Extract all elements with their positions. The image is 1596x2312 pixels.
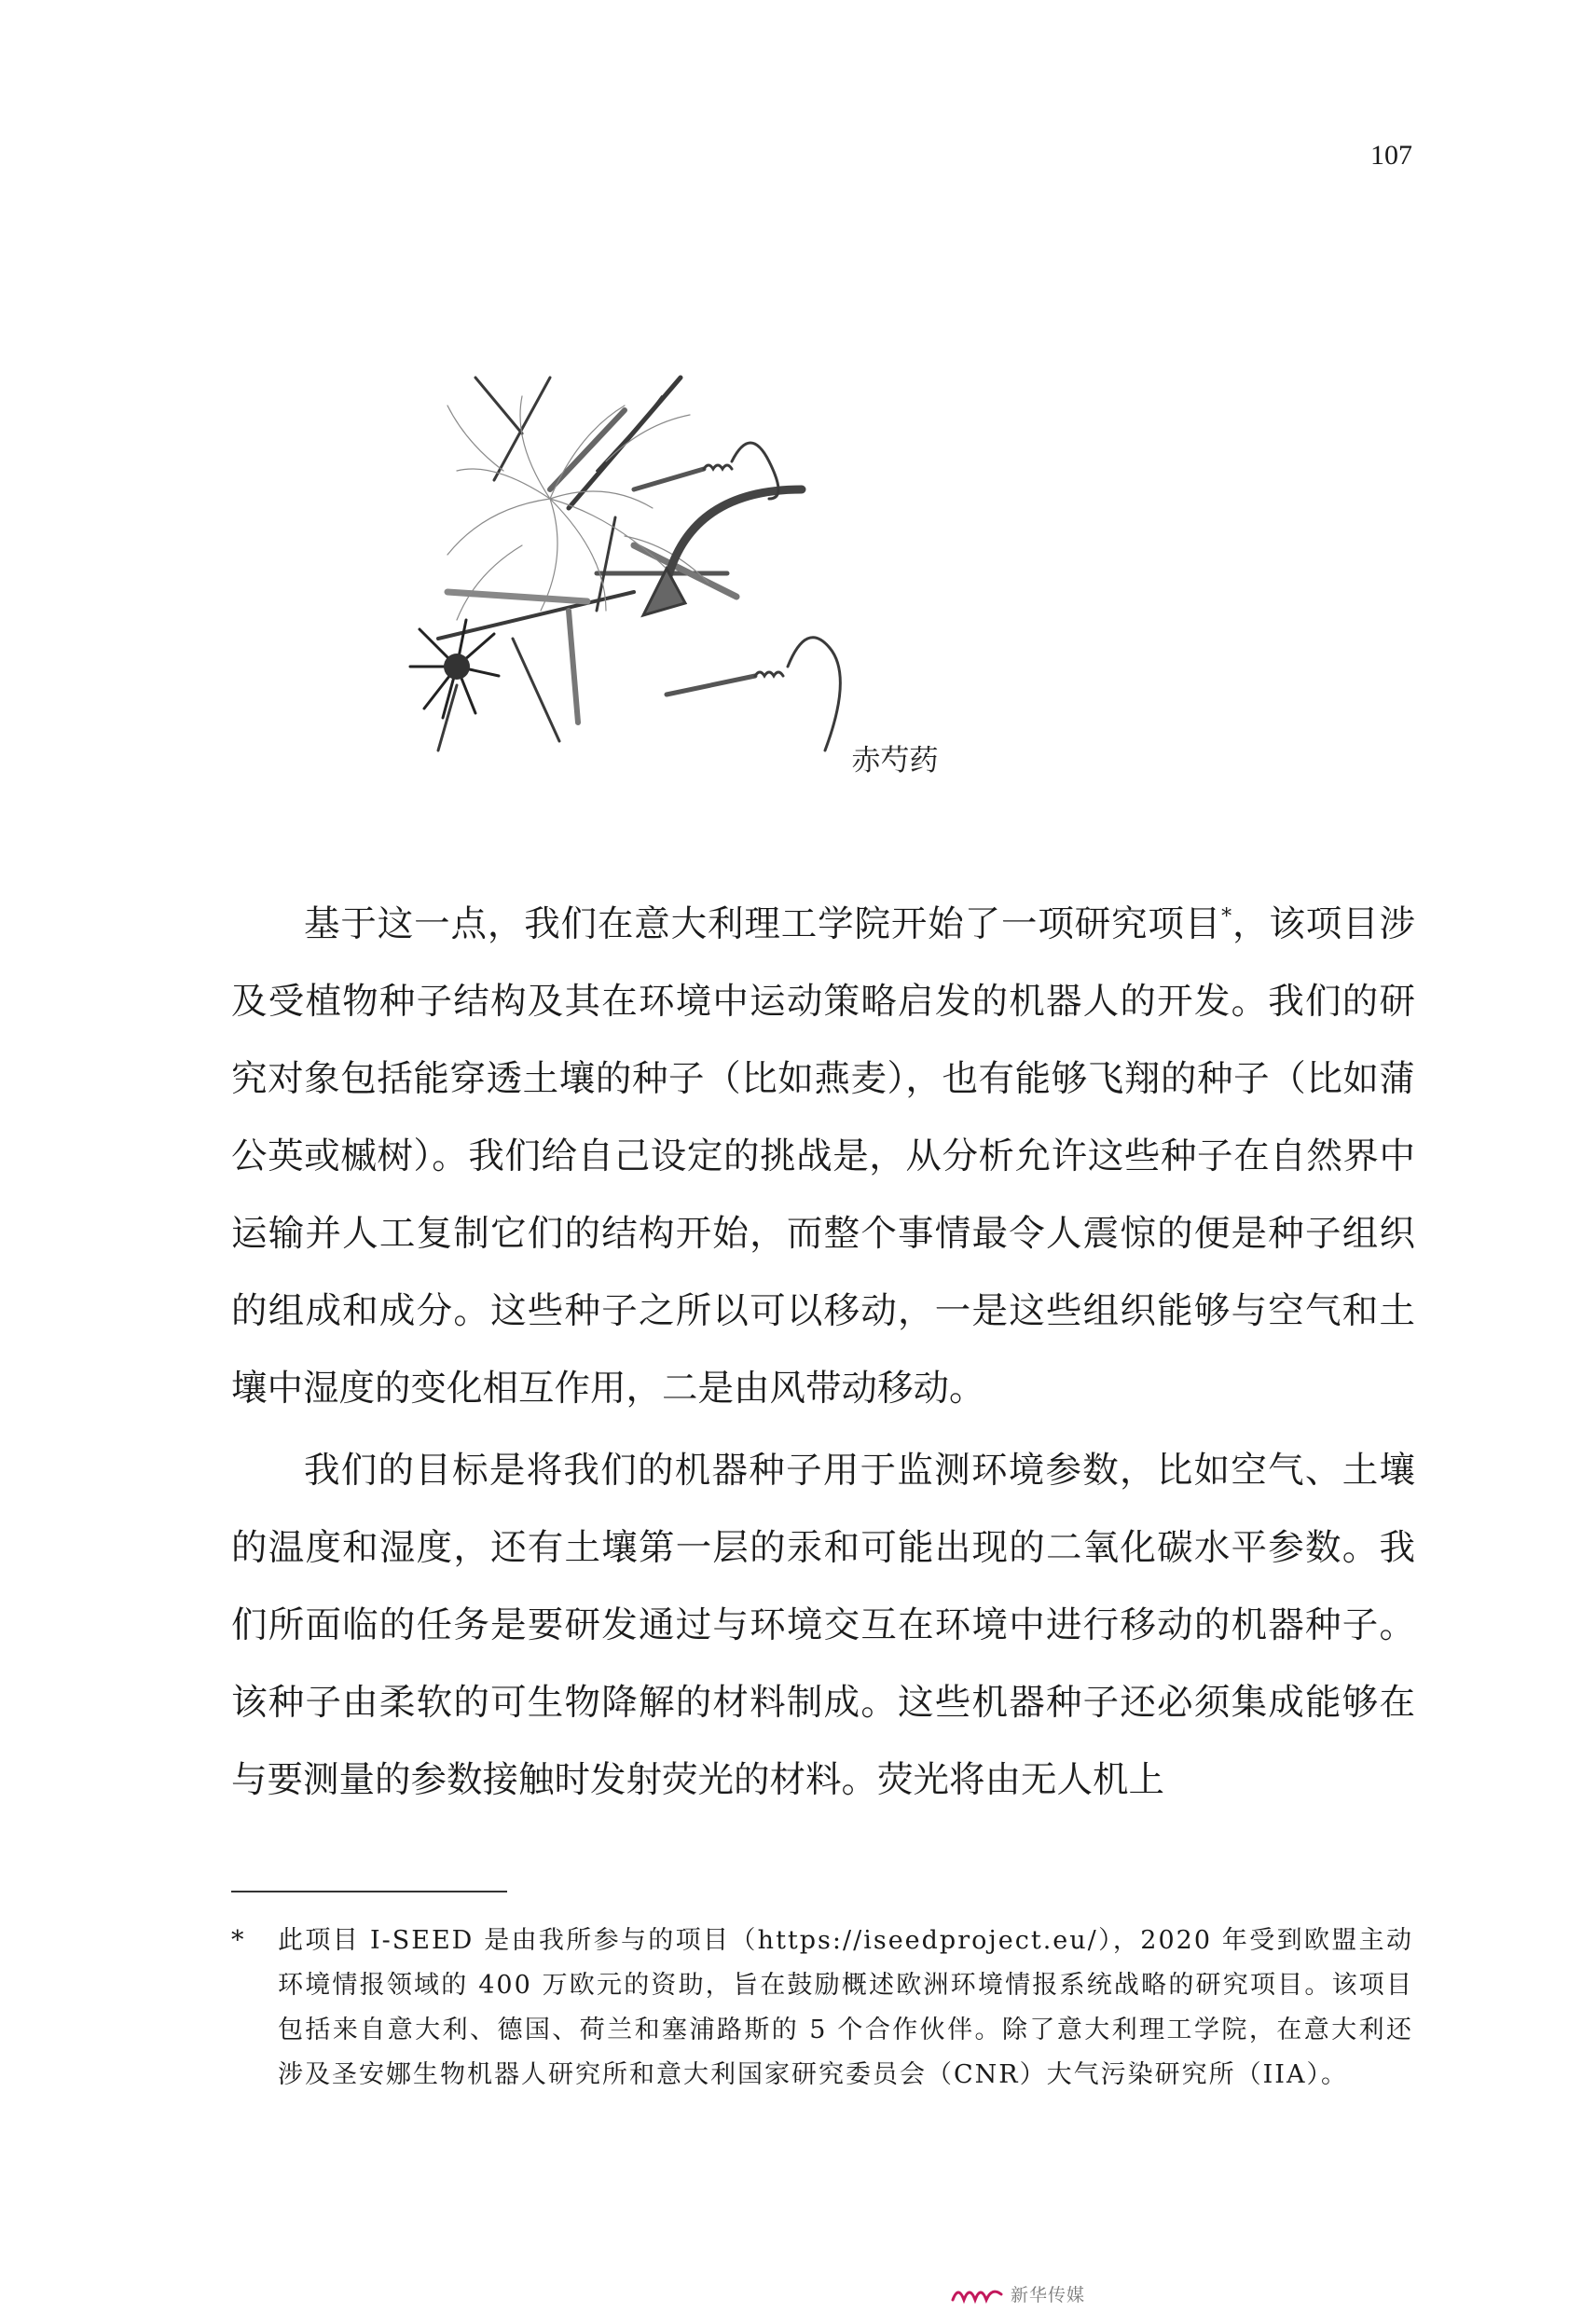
seed-illustration xyxy=(336,359,1333,769)
seed-curved-middle xyxy=(643,489,802,615)
body-paragraph-2 xyxy=(231,1432,1415,1819)
seed-cluster-left xyxy=(410,378,736,750)
xinhua-logo-icon xyxy=(951,2281,1005,2305)
paragraph-text: 我们的目标是将我们的机器种子用于监测环境参数，比如空气、土壤的温度和湿度，还有土壤第一层的汞和可能出现的二氧化碳水平参数。我们所面临的任务是要研发通过与环境交互在环境中进行移动的机器种子。该种子由柔软的可生物降解的材料制成。这些机器种子还必须集成能够在与要测量的参数接触时发射荧光的材料。荧光将由无人机上 xyxy=(231,1450,1415,1801)
seed-drawing-icon xyxy=(336,359,1333,769)
paragraph-text-start: 基于这一点，我们在意大利理工学院开始了一项研究项目 xyxy=(304,903,1222,945)
paragraph-text xyxy=(231,886,1415,1427)
body-paragraph-1 xyxy=(231,886,1415,1427)
page-number: 107 xyxy=(1370,140,1412,171)
publisher-logo xyxy=(951,2279,1085,2307)
publisher-name: 新华传媒 xyxy=(1011,2284,1086,2305)
footnote-divider xyxy=(231,1891,507,1892)
footnote-reference: * xyxy=(1221,905,1232,929)
paragraph-text-rest: ，该项目涉及受植物种子结构及其在环境中运动策略启发的机器人的开发。我们的研究对象包括能穿透土壤的种子（比如燕麦），也有能够飞翔的种子（比如蒲公英或槭树）。我们给自己设定的挑战是，从分析允许这些种子在自然界中运输并人工复制它们的结构开始，而整个事情最令人震惊的便是种子组织的组成和成分。这些种子之所以可以移动，一是这些组织能够与空气和土壤中湿度的变化相互作用，二是由风带动移动。 xyxy=(231,903,1415,1410)
seed-awned-lower xyxy=(667,638,840,750)
footnote-marker: * xyxy=(231,1926,244,1955)
figure-caption: 赤芍药 xyxy=(851,744,939,778)
footnote-text: 此项目 I-SEED 是由我所参与的项目（https://iseedproject.eu/），2020 年受到欧盟主动环境情报领域的 400 万欧元的资助，旨在鼓励概述欧洲环境情报系统战略的研究项目。该项目包括来自意大利、德国、荷兰和塞浦路斯的 5 个合作伙伴。除了意大利理工学院，在意大利还涉及圣安娜生物机器人研究所和意大利国家研究委员会（CNR）大气污染研究所（IIA）。 xyxy=(278,1926,1413,2089)
footnote xyxy=(231,1919,1413,2098)
